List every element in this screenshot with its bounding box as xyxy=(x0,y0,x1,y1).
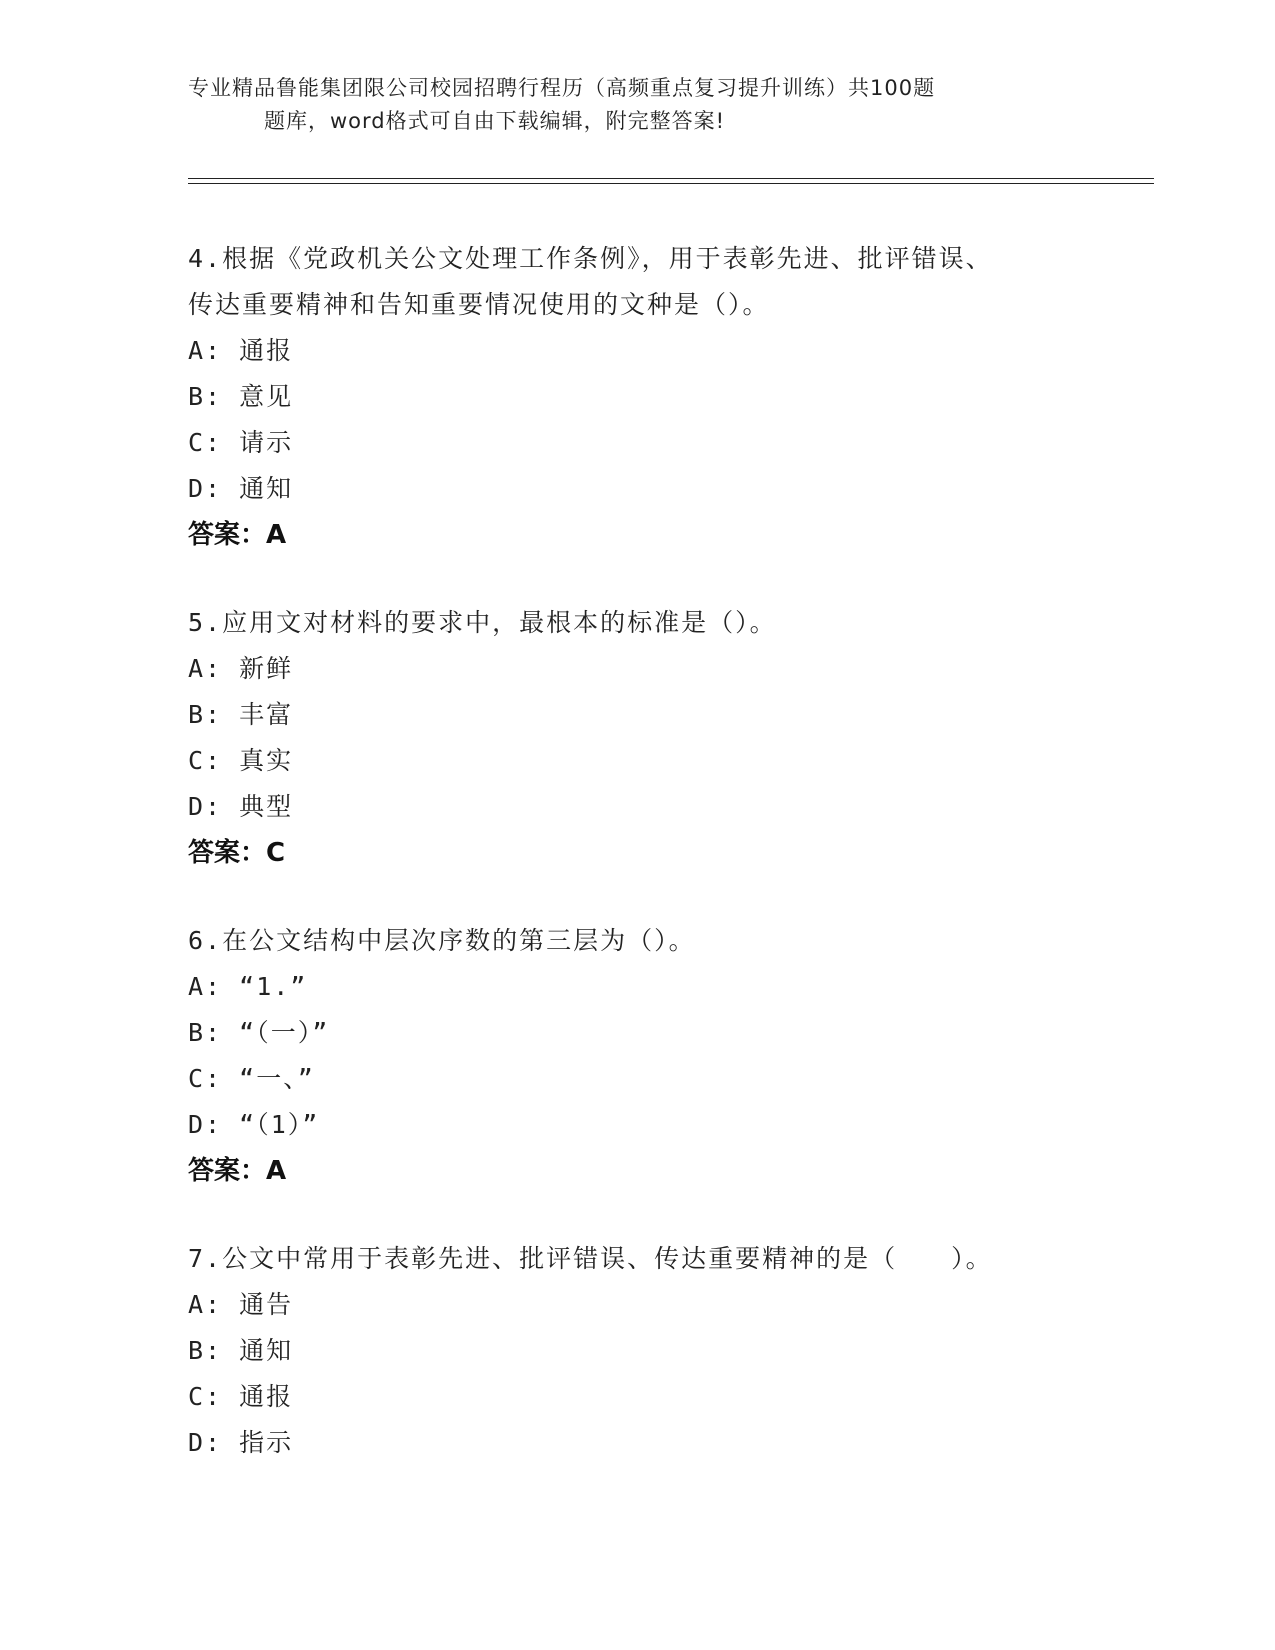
answer-label: 答案：A xyxy=(188,1156,287,1186)
question-stem-line1: 4.根据《党政机关公文处理工作条例》，用于表彰先进、批评错误、 xyxy=(188,244,993,273)
document-header xyxy=(188,72,1048,138)
option-c: C: “一、” xyxy=(188,1064,315,1093)
question-stem xyxy=(188,236,1088,328)
option-d: D: 通知 xyxy=(188,474,294,503)
question-stem-line1: 5.应用文对材料的要求中，最根本的标准是（）。 xyxy=(188,608,777,637)
option-c: C: 请示 xyxy=(188,428,294,457)
question-stem xyxy=(188,918,1088,964)
question-stem xyxy=(188,600,1088,646)
question-5 xyxy=(188,600,1088,876)
option-c: C: 真实 xyxy=(188,746,294,775)
header-title-line1: 专业精品鲁能集团限公司校园招聘行程历（高频重点复习提升训练）共100题 xyxy=(188,76,936,100)
option-a: A: 新鲜 xyxy=(188,654,294,683)
answer-label: 答案：A xyxy=(188,520,287,550)
option-b: B: 意见 xyxy=(188,382,294,411)
header-divider-bottom xyxy=(188,183,1154,184)
option-c: C: 通报 xyxy=(188,1382,294,1411)
option-b: B: 丰富 xyxy=(188,700,294,729)
question-stem xyxy=(188,1236,1088,1282)
option-d: D: 指示 xyxy=(188,1428,294,1457)
option-d: D: 典型 xyxy=(188,792,294,821)
option-d: D: “（1）” xyxy=(188,1110,320,1139)
question-stem-line1: 7.公文中常用于表彰先进、批评错误、传达重要精神的是（ ）。 xyxy=(188,1244,993,1273)
question-list xyxy=(188,236,1088,1508)
option-b: B: 通知 xyxy=(188,1336,294,1365)
question-6 xyxy=(188,918,1088,1194)
header-title-line2: 题库，word格式可自由下载编辑，附完整答案! xyxy=(264,109,726,133)
option-a: A: “1.” xyxy=(188,972,308,1001)
answer-label: 答案：C xyxy=(188,838,286,868)
question-stem-line2: 传达重要精神和告知重要情况使用的文种是（）。 xyxy=(188,290,770,319)
question-4 xyxy=(188,236,1088,558)
option-a: A: 通告 xyxy=(188,1290,294,1319)
question-7 xyxy=(188,1236,1088,1466)
header-divider-top xyxy=(188,178,1154,179)
question-stem-line1: 6.在公文结构中层次序数的第三层为（）。 xyxy=(188,926,696,955)
option-b: B: “（一）” xyxy=(188,1018,330,1047)
option-a: A: 通报 xyxy=(188,336,294,365)
